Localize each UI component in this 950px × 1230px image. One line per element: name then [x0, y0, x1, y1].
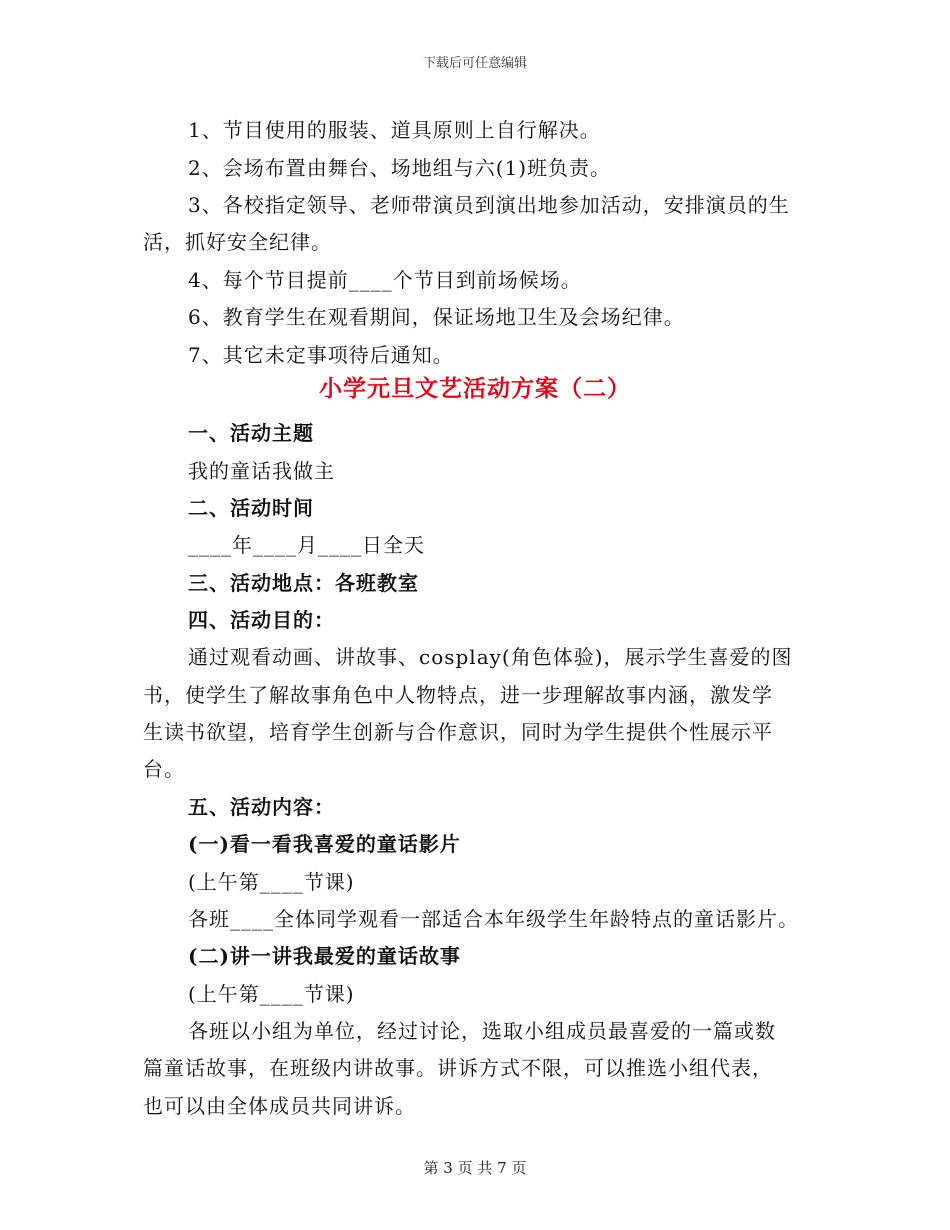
- subsection-time: (上午第____节课): [188, 982, 355, 1006]
- paragraph-line: 各班____全体同学观看一部适合本年级学生年龄特点的童话影片。: [188, 907, 799, 931]
- list-item: 1、节目使用的服装、道具原则上自行解决。: [188, 118, 601, 142]
- paragraph-line: 书，使学生了解故事角色中人物特点，进一步理解故事内涵，激发学: [143, 683, 773, 707]
- section-heading: 一、活动主题: [188, 421, 314, 445]
- section-heading: 四、活动目的：: [188, 608, 335, 632]
- list-item: 2、会场布置由舞台、场地组与六(1)班负责。: [188, 156, 612, 180]
- paragraph-line: 台。: [143, 757, 185, 781]
- list-item: 4、每个节目提前____个节目到前场候场。: [188, 268, 582, 292]
- paragraph-line: 各班以小组为单位，经过讨论，选取小组成员最喜爱的一篇或数: [188, 1019, 776, 1043]
- section-heading: 二、活动时间: [188, 496, 314, 520]
- section-heading: 五、活动内容：: [188, 795, 335, 819]
- list-item-continuation: 活，抓好安全纪律。: [143, 230, 332, 254]
- list-item: 7、其它未定事项待后通知。: [188, 343, 454, 367]
- paragraph-line: 生读书欲望，培育学生创新与合作意识，同时为学生提供个性展示平: [143, 720, 773, 744]
- page-header: 下载后可任意编辑: [422, 56, 527, 71]
- paragraph-line: 通过观看动画、讲故事、cosplay(角色体验)，展示学生喜爱的图: [188, 645, 793, 669]
- subsection-heading: (一)看一看我喜爱的童话影片: [188, 832, 461, 856]
- section-text: 我的童话我做主: [188, 459, 335, 483]
- subsection-time: (上午第____节课): [188, 870, 355, 894]
- paragraph-line: 篇童话故事，在班级内讲故事。讲诉方式不限，可以推选小组代表，: [143, 1056, 773, 1080]
- page-footer: 第 3 页 共 7 页: [423, 1159, 527, 1177]
- section-text: ____年____月____日全天: [188, 533, 425, 557]
- paragraph-line: 也可以由全体成员共同讲诉。: [143, 1094, 416, 1118]
- section-heading: 三、活动地点：各班教室: [188, 571, 419, 595]
- subsection-heading: (二)讲一讲我最爱的童话故事: [188, 944, 461, 968]
- list-item: 6、教育学生在观看期间，保证场地卫生及会场纪律。: [188, 305, 685, 329]
- document-title: 小学元旦文艺活动方案（二）: [319, 375, 631, 402]
- list-item: 3、各校指定领导、老师带演员到演出地参加活动，安排演员的生: [188, 193, 790, 217]
